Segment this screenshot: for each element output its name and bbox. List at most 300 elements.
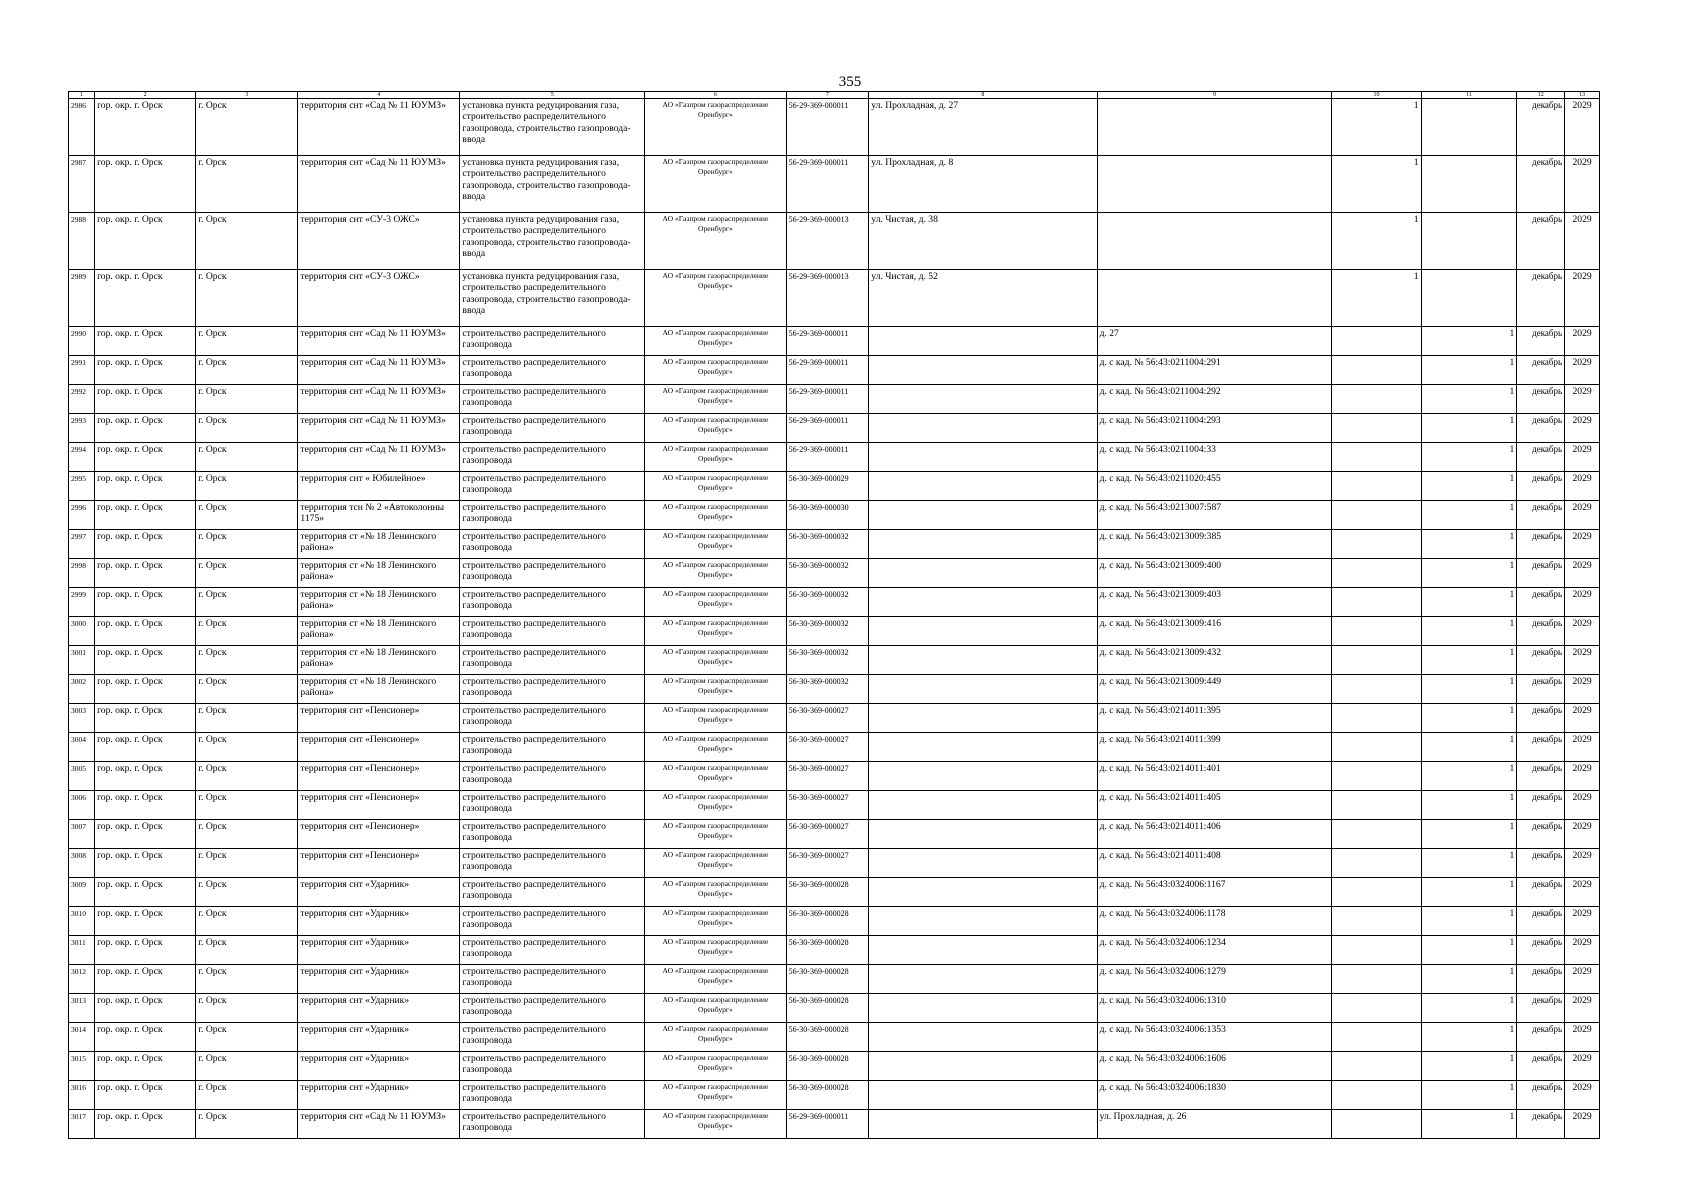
- count-col11-cell: 1: [1421, 849, 1517, 878]
- address-cell: д. с кад. № 56:43:0214011:406: [1097, 820, 1332, 849]
- territory-cell: территория снт «Ударник»: [298, 1081, 460, 1110]
- column-number: 1: [69, 92, 95, 99]
- street-address-cell: [869, 1052, 1097, 1081]
- organization-cell: АО «Газпром газораспределение Оренбург»: [645, 472, 786, 501]
- column-number-row: [69, 92, 1600, 99]
- row-number: 3006: [69, 791, 95, 820]
- table-row: [69, 791, 1600, 820]
- work-description-cell: строительство распределительного газопровода: [460, 501, 645, 530]
- territory-cell: территория снт «Пенсионер»: [298, 820, 460, 849]
- address-cell: д. с кад. № 56:43:0324006:1167: [1097, 878, 1332, 907]
- month-cell: декабрь: [1517, 559, 1565, 588]
- address-cell: д. с кад. № 56:43:0213009:400: [1097, 559, 1332, 588]
- territory-cell: территория снт «Пенсионер»: [298, 791, 460, 820]
- count-col10-cell: [1332, 443, 1421, 472]
- work-description-cell: установка пункта редуцирования газа, строительство распределительного газопровода, строительство газопровода-ввода: [460, 156, 645, 213]
- address-cell: д. с кад. № 56:43:0213009:385: [1097, 530, 1332, 559]
- year-cell: 2029: [1565, 1081, 1600, 1110]
- address-cell: д. с кад. № 56:43:0213007:587: [1097, 501, 1332, 530]
- territory-cell: территория ст «№ 18 Ленинского района»: [298, 617, 460, 646]
- organization-cell: АО «Газпром газораспределение Оренбург»: [645, 1081, 786, 1110]
- territory-cell: территория снт «Сад № 11 ЮУМЗ»: [298, 99, 460, 156]
- street-address-cell: [869, 1110, 1097, 1139]
- address-cell: д. с кад. № 56:43:0324006:1279: [1097, 965, 1332, 994]
- year-cell: 2029: [1565, 1023, 1600, 1052]
- object-code-cell: 56-29-369-000011: [786, 327, 869, 356]
- address-cell: д. с кад. № 56:43:0211004:33: [1097, 443, 1332, 472]
- table-row: [69, 588, 1600, 617]
- row-number: 2994: [69, 443, 95, 472]
- object-code-cell: 56-30-369-000032: [786, 675, 869, 704]
- street-address-cell: [869, 617, 1097, 646]
- address-cell: д. с кад. № 56:43:0214011:408: [1097, 849, 1332, 878]
- month-cell: декабрь: [1517, 791, 1565, 820]
- count-col11-cell: 1: [1421, 704, 1517, 733]
- territory-cell: территория снт «Пенсионер»: [298, 762, 460, 791]
- count-col10-cell: [1332, 762, 1421, 791]
- count-col10-cell: [1332, 965, 1421, 994]
- address-cell: д. с кад. № 56:43:0324006:1234: [1097, 936, 1332, 965]
- street-address-cell: [869, 849, 1097, 878]
- territory-cell: территория снт «Ударник»: [298, 907, 460, 936]
- object-code-cell: 56-30-369-000027: [786, 820, 869, 849]
- city-cell: г. Орск: [196, 704, 298, 733]
- street-address-cell: [869, 878, 1097, 907]
- organization-cell: АО «Газпром газораспределение Оренбург»: [645, 530, 786, 559]
- object-code-cell: 56-30-369-000028: [786, 1052, 869, 1081]
- district-cell: гор. окр. г. Орск: [95, 559, 196, 588]
- table-row: [69, 213, 1600, 270]
- city-cell: г. Орск: [196, 849, 298, 878]
- territory-cell: территория снт «Ударник»: [298, 994, 460, 1023]
- row-number: 2986: [69, 99, 95, 156]
- table-row: [69, 733, 1600, 762]
- count-col11-cell: 1: [1421, 791, 1517, 820]
- address-cell: д. с кад. № 56:43:0213009:449: [1097, 675, 1332, 704]
- year-cell: 2029: [1565, 907, 1600, 936]
- object-code-cell: 56-30-369-000030: [786, 501, 869, 530]
- street-address-cell: [869, 443, 1097, 472]
- row-number: 3003: [69, 704, 95, 733]
- address-cell: д. с кад. № 56:43:0211020:455: [1097, 472, 1332, 501]
- territory-cell: территория снт «Сад № 11 ЮУМЗ»: [298, 414, 460, 443]
- count-col11-cell: 1: [1421, 327, 1517, 356]
- organization-cell: АО «Газпром газораспределение Оренбург»: [645, 646, 786, 675]
- district-cell: гор. окр. г. Орск: [95, 994, 196, 1023]
- month-cell: декабрь: [1517, 820, 1565, 849]
- row-number: 2989: [69, 270, 95, 327]
- table-row: [69, 501, 1600, 530]
- year-cell: 2029: [1565, 1052, 1600, 1081]
- street-address-cell: [869, 385, 1097, 414]
- work-description-cell: строительство распределительного газопровода: [460, 1081, 645, 1110]
- count-col11-cell: 1: [1421, 762, 1517, 791]
- work-description-cell: строительство распределительного газопровода: [460, 675, 645, 704]
- object-code-cell: 56-30-369-000032: [786, 646, 869, 675]
- work-description-cell: строительство распределительного газопровода: [460, 443, 645, 472]
- count-col10-cell: [1332, 1110, 1421, 1139]
- street-address-cell: ул. Прохладная, д. 27: [869, 99, 1097, 156]
- territory-cell: территория снт «Пенсионер»: [298, 704, 460, 733]
- city-cell: г. Орск: [196, 994, 298, 1023]
- object-code-cell: 56-30-369-000028: [786, 878, 869, 907]
- territory-cell: территория ст «№ 18 Ленинского района»: [298, 646, 460, 675]
- row-number: 2999: [69, 588, 95, 617]
- object-code-cell: 56-30-369-000027: [786, 733, 869, 762]
- street-address-cell: [869, 472, 1097, 501]
- street-address-cell: [869, 907, 1097, 936]
- work-description-cell: строительство распределительного газопровода: [460, 1110, 645, 1139]
- work-description-cell: строительство распределительного газопровода: [460, 356, 645, 385]
- table-row: [69, 878, 1600, 907]
- year-cell: 2029: [1565, 762, 1600, 791]
- territory-cell: территория снт «СУ-3 ОЖС»: [298, 270, 460, 327]
- territory-cell: территория снт «Сад № 11 ЮУМЗ»: [298, 327, 460, 356]
- territory-cell: территория снт «Пенсионер»: [298, 849, 460, 878]
- street-address-cell: [869, 501, 1097, 530]
- row-number: 3007: [69, 820, 95, 849]
- territory-cell: территория снт «Пенсионер»: [298, 733, 460, 762]
- year-cell: 2029: [1565, 965, 1600, 994]
- address-cell: д. с кад. № 56:43:0324006:1178: [1097, 907, 1332, 936]
- street-address-cell: [869, 530, 1097, 559]
- work-description-cell: строительство распределительного газопровода: [460, 414, 645, 443]
- table-row: [69, 849, 1600, 878]
- city-cell: г. Орск: [196, 617, 298, 646]
- territory-cell: территория снт «СУ-3 ОЖС»: [298, 213, 460, 270]
- street-address-cell: [869, 936, 1097, 965]
- row-number: 3015: [69, 1052, 95, 1081]
- city-cell: г. Орск: [196, 675, 298, 704]
- year-cell: 2029: [1565, 385, 1600, 414]
- column-number: 10: [1332, 92, 1421, 99]
- year-cell: 2029: [1565, 994, 1600, 1023]
- address-cell: д. с кад. № 56:43:0211004:292: [1097, 385, 1332, 414]
- district-cell: гор. окр. г. Орск: [95, 414, 196, 443]
- row-number: 3017: [69, 1110, 95, 1139]
- city-cell: г. Орск: [196, 356, 298, 385]
- row-number: 3012: [69, 965, 95, 994]
- count-col10-cell: [1332, 907, 1421, 936]
- city-cell: г. Орск: [196, 156, 298, 213]
- work-description-cell: строительство распределительного газопровода: [460, 588, 645, 617]
- work-description-cell: строительство распределительного газопровода: [460, 791, 645, 820]
- organization-cell: АО «Газпром газораспределение Оренбург»: [645, 1052, 786, 1081]
- street-address-cell: [869, 1023, 1097, 1052]
- row-number: 3000: [69, 617, 95, 646]
- object-code-cell: 56-30-369-000028: [786, 907, 869, 936]
- district-cell: гор. окр. г. Орск: [95, 849, 196, 878]
- address-cell: д. с кад. № 56:43:0324006:1353: [1097, 1023, 1332, 1052]
- table-row: [69, 530, 1600, 559]
- count-col11-cell: 1: [1421, 878, 1517, 907]
- work-description-cell: строительство распределительного газопровода: [460, 1023, 645, 1052]
- territory-cell: территория снт «Ударник»: [298, 936, 460, 965]
- district-cell: гор. окр. г. Орск: [95, 270, 196, 327]
- address-cell: д. 27: [1097, 327, 1332, 356]
- organization-cell: АО «Газпром газораспределение Оренбург»: [645, 501, 786, 530]
- year-cell: 2029: [1565, 1110, 1600, 1139]
- row-number: 3013: [69, 994, 95, 1023]
- table-row: [69, 617, 1600, 646]
- count-col10-cell: 1: [1332, 213, 1421, 270]
- street-address-cell: [869, 965, 1097, 994]
- count-col11-cell: 1: [1421, 385, 1517, 414]
- organization-cell: АО «Газпром газораспределение Оренбург»: [645, 1110, 786, 1139]
- object-code-cell: 56-29-369-000013: [786, 213, 869, 270]
- table-row: [69, 443, 1600, 472]
- territory-cell: территория снт « Юбилейное»: [298, 472, 460, 501]
- work-description-cell: строительство распределительного газопровода: [460, 472, 645, 501]
- count-col10-cell: [1332, 646, 1421, 675]
- count-col11-cell: 1: [1421, 472, 1517, 501]
- city-cell: г. Орск: [196, 501, 298, 530]
- count-col11-cell: 1: [1421, 501, 1517, 530]
- year-cell: 2029: [1565, 559, 1600, 588]
- object-code-cell: 56-30-369-000028: [786, 965, 869, 994]
- work-description-cell: строительство распределительного газопровода: [460, 733, 645, 762]
- month-cell: декабрь: [1517, 646, 1565, 675]
- row-number: 2998: [69, 559, 95, 588]
- work-description-cell: строительство распределительного газопровода: [460, 704, 645, 733]
- territory-cell: территория ст «№ 18 Ленинского района»: [298, 675, 460, 704]
- year-cell: 2029: [1565, 443, 1600, 472]
- district-cell: гор. окр. г. Орск: [95, 588, 196, 617]
- object-code-cell: 56-29-369-000011: [786, 356, 869, 385]
- year-cell: 2029: [1565, 472, 1600, 501]
- month-cell: декабрь: [1517, 270, 1565, 327]
- count-col10-cell: [1332, 472, 1421, 501]
- count-col11-cell: 1: [1421, 356, 1517, 385]
- address-cell: [1097, 156, 1332, 213]
- object-code-cell: 56-30-369-000028: [786, 936, 869, 965]
- month-cell: декабрь: [1517, 356, 1565, 385]
- month-cell: декабрь: [1517, 762, 1565, 791]
- count-col10-cell: 1: [1332, 270, 1421, 327]
- district-cell: гор. окр. г. Орск: [95, 501, 196, 530]
- street-address-cell: [869, 675, 1097, 704]
- count-col10-cell: [1332, 501, 1421, 530]
- month-cell: декабрь: [1517, 617, 1565, 646]
- object-code-cell: 56-30-369-000032: [786, 617, 869, 646]
- column-number: 9: [1097, 92, 1332, 99]
- work-description-cell: строительство распределительного газопровода: [460, 327, 645, 356]
- organization-cell: АО «Газпром газораспределение Оренбург»: [645, 965, 786, 994]
- row-number: 2988: [69, 213, 95, 270]
- work-description-cell: строительство распределительного газопровода: [460, 965, 645, 994]
- month-cell: декабрь: [1517, 704, 1565, 733]
- count-col10-cell: [1332, 1023, 1421, 1052]
- address-cell: д. с кад. № 56:43:0214011:401: [1097, 762, 1332, 791]
- page-number: 355: [838, 74, 862, 90]
- organization-cell: АО «Газпром газораспределение Оренбург»: [645, 270, 786, 327]
- table-row: [69, 646, 1600, 675]
- territory-cell: территория снт «Сад № 11 ЮУМЗ»: [298, 1110, 460, 1139]
- object-code-cell: 56-30-369-000032: [786, 530, 869, 559]
- address-cell: д. с кад. № 56:43:0324006:1830: [1097, 1081, 1332, 1110]
- city-cell: г. Орск: [196, 878, 298, 907]
- month-cell: декабрь: [1517, 1110, 1565, 1139]
- city-cell: г. Орск: [196, 213, 298, 270]
- count-col11-cell: 1: [1421, 1110, 1517, 1139]
- city-cell: г. Орск: [196, 791, 298, 820]
- city-cell: г. Орск: [196, 327, 298, 356]
- year-cell: 2029: [1565, 704, 1600, 733]
- object-code-cell: 56-29-369-000011: [786, 443, 869, 472]
- table-row: [69, 675, 1600, 704]
- address-cell: д. с кад. № 56:43:0213009:403: [1097, 588, 1332, 617]
- object-code-cell: 56-30-369-000027: [786, 762, 869, 791]
- district-cell: гор. окр. г. Орск: [95, 530, 196, 559]
- row-number: 2991: [69, 356, 95, 385]
- month-cell: декабрь: [1517, 965, 1565, 994]
- territory-cell: территория ст «№ 18 Ленинского района»: [298, 588, 460, 617]
- count-col11-cell: 1: [1421, 559, 1517, 588]
- object-code-cell: 56-30-369-000029: [786, 472, 869, 501]
- city-cell: г. Орск: [196, 733, 298, 762]
- territory-cell: территория снт «Ударник»: [298, 1052, 460, 1081]
- table-row: [69, 414, 1600, 443]
- table-row: [69, 327, 1600, 356]
- district-cell: гор. окр. г. Орск: [95, 617, 196, 646]
- work-description-cell: строительство распределительного газопровода: [460, 820, 645, 849]
- count-col10-cell: [1332, 849, 1421, 878]
- territory-cell: территория снт «Ударник»: [298, 1023, 460, 1052]
- street-address-cell: ул. Чистая, д. 38: [869, 213, 1097, 270]
- city-cell: г. Орск: [196, 1023, 298, 1052]
- year-cell: 2029: [1565, 733, 1600, 762]
- organization-cell: АО «Газпром газораспределение Оренбург»: [645, 385, 786, 414]
- row-number: 3002: [69, 675, 95, 704]
- year-cell: 2029: [1565, 588, 1600, 617]
- address-cell: [1097, 99, 1332, 156]
- district-cell: гор. окр. г. Орск: [95, 1110, 196, 1139]
- organization-cell: АО «Газпром газораспределение Оренбург»: [645, 994, 786, 1023]
- organization-cell: АО «Газпром газораспределение Оренбург»: [645, 733, 786, 762]
- year-cell: 2029: [1565, 646, 1600, 675]
- object-code-cell: 56-29-369-000011: [786, 385, 869, 414]
- object-code-cell: 56-30-369-000032: [786, 588, 869, 617]
- row-number: 3010: [69, 907, 95, 936]
- street-address-cell: [869, 588, 1097, 617]
- territory-cell: территория снт «Ударник»: [298, 965, 460, 994]
- work-description-cell: строительство распределительного газопровода: [460, 385, 645, 414]
- count-col10-cell: [1332, 1052, 1421, 1081]
- month-cell: декабрь: [1517, 936, 1565, 965]
- city-cell: г. Орск: [196, 99, 298, 156]
- year-cell: 2029: [1565, 530, 1600, 559]
- object-code-cell: 56-29-369-000011: [786, 156, 869, 213]
- territory-cell: территория ст «№ 18 Ленинского района»: [298, 530, 460, 559]
- month-cell: декабрь: [1517, 99, 1565, 156]
- year-cell: 2029: [1565, 936, 1600, 965]
- month-cell: декабрь: [1517, 588, 1565, 617]
- city-cell: г. Орск: [196, 965, 298, 994]
- city-cell: г. Орск: [196, 385, 298, 414]
- month-cell: декабрь: [1517, 414, 1565, 443]
- work-description-cell: строительство распределительного газопровода: [460, 907, 645, 936]
- street-address-cell: [869, 704, 1097, 733]
- count-col10-cell: [1332, 791, 1421, 820]
- column-number: 5: [460, 92, 645, 99]
- object-code-cell: 56-30-369-000027: [786, 849, 869, 878]
- count-col10-cell: [1332, 559, 1421, 588]
- row-number: 3009: [69, 878, 95, 907]
- street-address-cell: [869, 646, 1097, 675]
- object-code-cell: 56-29-369-000013: [786, 270, 869, 327]
- district-cell: гор. окр. г. Орск: [95, 646, 196, 675]
- address-cell: ул. Прохладная, д. 26: [1097, 1110, 1332, 1139]
- city-cell: г. Орск: [196, 443, 298, 472]
- address-cell: [1097, 213, 1332, 270]
- month-cell: декабрь: [1517, 907, 1565, 936]
- count-col11-cell: 1: [1421, 414, 1517, 443]
- table-row: [69, 936, 1600, 965]
- work-description-cell: установка пункта редуцирования газа, строительство распределительного газопровода, строительство газопровода-ввода: [460, 99, 645, 156]
- count-col10-cell: [1332, 936, 1421, 965]
- work-description-cell: строительство распределительного газопровода: [460, 878, 645, 907]
- work-description-cell: строительство распределительного газопровода: [460, 530, 645, 559]
- table-row: [69, 270, 1600, 327]
- table-row: [69, 156, 1600, 213]
- count-col11-cell: 1: [1421, 1081, 1517, 1110]
- city-cell: г. Орск: [196, 646, 298, 675]
- organization-cell: АО «Газпром газораспределение Оренбург»: [645, 878, 786, 907]
- work-description-cell: строительство распределительного газопровода: [460, 762, 645, 791]
- organization-cell: АО «Газпром газораспределение Оренбург»: [645, 156, 786, 213]
- count-col11-cell: [1421, 99, 1517, 156]
- year-cell: 2029: [1565, 878, 1600, 907]
- work-description-cell: строительство распределительного газопровода: [460, 559, 645, 588]
- street-address-cell: [869, 356, 1097, 385]
- count-col11-cell: 1: [1421, 617, 1517, 646]
- row-number: 2995: [69, 472, 95, 501]
- district-cell: гор. окр. г. Орск: [95, 791, 196, 820]
- count-col11-cell: 1: [1421, 1052, 1517, 1081]
- year-cell: 2029: [1565, 849, 1600, 878]
- month-cell: декабрь: [1517, 849, 1565, 878]
- object-code-cell: 56-29-369-000011: [786, 414, 869, 443]
- organization-cell: АО «Газпром газораспределение Оренбург»: [645, 356, 786, 385]
- address-cell: д. с кад. № 56:43:0213009:432: [1097, 646, 1332, 675]
- address-cell: д. с кад. № 56:43:0214011:405: [1097, 791, 1332, 820]
- street-address-cell: [869, 791, 1097, 820]
- year-cell: 2029: [1565, 820, 1600, 849]
- table-row: [69, 820, 1600, 849]
- year-cell: 2029: [1565, 213, 1600, 270]
- district-cell: гор. окр. г. Орск: [95, 878, 196, 907]
- address-cell: [1097, 270, 1332, 327]
- row-number: 3005: [69, 762, 95, 791]
- territory-cell: территория снт «Сад № 11 ЮУМЗ»: [298, 385, 460, 414]
- month-cell: декабрь: [1517, 327, 1565, 356]
- organization-cell: АО «Газпром газораспределение Оренбург»: [645, 907, 786, 936]
- count-col10-cell: [1332, 820, 1421, 849]
- count-col11-cell: 1: [1421, 936, 1517, 965]
- address-cell: д. с кад. № 56:43:0213009:416: [1097, 617, 1332, 646]
- count-col10-cell: [1332, 385, 1421, 414]
- register-table: [68, 91, 1600, 1139]
- organization-cell: АО «Газпром газораспределение Оренбург»: [645, 617, 786, 646]
- row-number: 2987: [69, 156, 95, 213]
- month-cell: декабрь: [1517, 443, 1565, 472]
- city-cell: г. Орск: [196, 472, 298, 501]
- count-col11-cell: 1: [1421, 994, 1517, 1023]
- city-cell: г. Орск: [196, 820, 298, 849]
- column-number: 13: [1565, 92, 1600, 99]
- table-row: [69, 1052, 1600, 1081]
- column-number: 4: [298, 92, 460, 99]
